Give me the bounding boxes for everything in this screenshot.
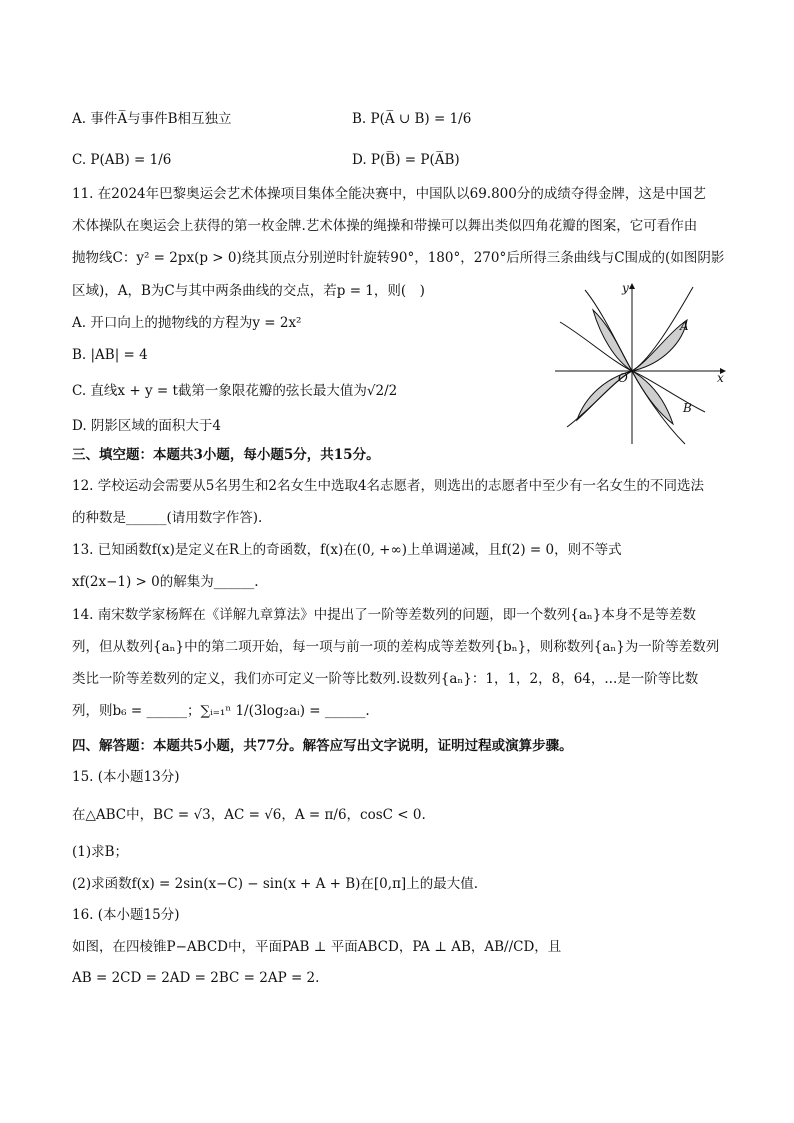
- q15-stem: 在△ABC中，BC = √3，AC = √6，A = π/6，cosC < 0.: [72, 807, 426, 823]
- section-3-title: 三、填空题：本题共3小题，每小题5分，共15分。: [72, 447, 380, 463]
- petal-q4: [632, 371, 673, 424]
- q14-line-3: 类比一阶等差数列的定义，我们亦可定义一阶等比数列.设数列{aₙ}：1，1，2，8，64，...是一阶等比数: [72, 671, 699, 687]
- x-axis-label: x: [717, 371, 724, 385]
- q13-line-1: 13. 已知函数f(x)是定义在R上的奇函数，f(x)在(0, +∞)上单调递减，且f(2) = 0，则不等式: [72, 542, 622, 558]
- q11-option-c: C. 直线x + y = t截第一象限花瓣的弦长最大值为√2/2: [72, 383, 398, 399]
- y-axis-label: y: [622, 282, 629, 295]
- q11-stem-line-3: 抛物线C：y² = 2px(p > 0)绕其顶点分别逆时针旋转90°，180°，270°后所得三条曲线与C围成的(如图阴影: [72, 250, 725, 266]
- q10-option-d: D. P(B̅) = P(A̅B): [352, 152, 460, 168]
- q11-stem-line-2: 术体操队在奥运会上获得的第一枚金牌.艺术体操的绳操和带操可以舞出类似四角花瓣的图案，它可看作由: [72, 218, 698, 234]
- q15-header: 15. (本小题13分): [72, 769, 180, 785]
- q11-option-d: D. 阴影区域的面积大于4: [72, 418, 222, 434]
- q15-part-2: (2)求函数f(x) = 2sin(x−C) − sin(x + A + B)在[0,π]上的最大值.: [72, 876, 478, 892]
- petal-q1: [632, 320, 687, 371]
- petal-q2: [593, 310, 632, 371]
- q15-part-1: (1)求B；: [72, 844, 129, 860]
- curve-6: [560, 322, 632, 371]
- q12-line-2: 的种数是______(请用数字作答).: [72, 510, 263, 526]
- q16-line-1: 如图，在四棱锥P−ABCD中，平面PAB ⊥ 平面ABCD，PA ⊥ AB，AB//CD，且: [72, 939, 562, 955]
- section-4-title: 四、解答题：本题共5小题，共77分。解答应写出文字说明，证明过程或演算步骤。: [72, 738, 573, 754]
- q10-option-b: B. P(A̅ ∪ B) = 1/6: [352, 111, 472, 127]
- q14-line-4: 列，则b₆ = ______；∑ᵢ₌₁ⁿ 1/(3log₂aᵢ) = ______.: [72, 703, 370, 719]
- point-b-label: B: [683, 401, 692, 415]
- point-a-label: A: [680, 319, 689, 333]
- q14-line-2: 列，但从数列{aₙ}中的第二项开始，每一项与前一项的差构成等差数列{bₙ}，则称数列{aₙ}为一阶等差数列: [72, 639, 720, 655]
- q11-option-a: A. 开口向上的抛物线的方程为y = 2x²: [72, 315, 302, 331]
- q10-option-c: C. P(AB) = 1/6: [72, 152, 172, 168]
- curve-5: [632, 371, 705, 412]
- q13-line-2: xf(2x−1) > 0的解集为______.: [72, 574, 259, 590]
- origin-label: O: [618, 371, 628, 385]
- q12-line-1: 12. 学校运动会需要从5名男生和2名女生中选取4名志愿者，则选出的志愿者中至少有一名女生的不同选法: [72, 478, 705, 494]
- q16-header: 16. (本小题15分): [72, 907, 180, 923]
- flower-petal-figure: [555, 282, 730, 447]
- q10-option-a: A. 事件A̅与事件B相互独立: [72, 111, 232, 127]
- q11-stem-line-1: 11. 在2024年巴黎奥运会艺术体操项目集体全能决赛中，中国队以69.800分的成绩夺得金牌，这是中国艺: [72, 186, 706, 202]
- q11-stem-line-4: 区域)，A，B为C与其中两条曲线的交点，若p = 1，则( ): [72, 283, 425, 299]
- q11-option-b: B. |AB| = 4: [72, 347, 148, 363]
- q16-line-2: AB = 2CD = 2AD = 2BC = 2AP = 2.: [72, 970, 320, 986]
- q14-line-1: 14. 南宋数学家杨辉在《详解九章算法》中提出了一阶等差数列的问题，即一个数列{aₙ}本身不是等差数: [72, 607, 696, 623]
